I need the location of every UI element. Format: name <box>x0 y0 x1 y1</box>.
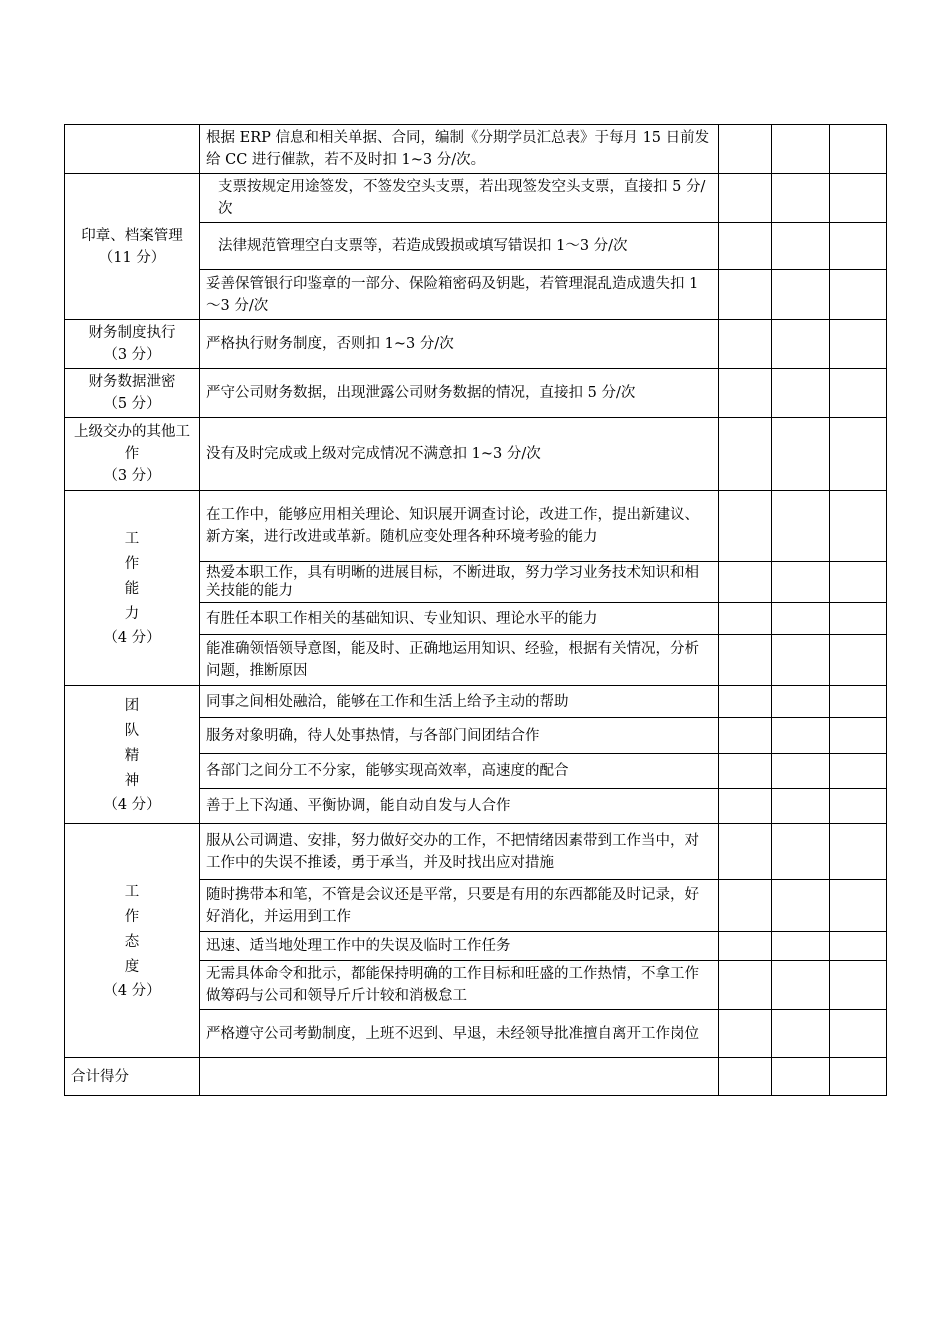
score-cell[interactable] <box>772 718 830 754</box>
table-row <box>65 174 887 223</box>
category-points: （4 分） <box>103 796 161 813</box>
score-cell[interactable] <box>719 125 772 174</box>
category-assigned-tasks <box>65 418 200 491</box>
score-cell[interactable] <box>772 1058 830 1096</box>
score-cell[interactable] <box>772 603 830 635</box>
score-cell[interactable] <box>719 932 772 961</box>
category-label: 财务数据泄密 （5 分） <box>88 374 176 412</box>
category-char: 队 <box>124 722 140 739</box>
score-cell[interactable] <box>772 320 830 369</box>
criterion-text: 严格遵守公司考勤制度，上班不迟到、早退，未经领导批准擅自离开工作岗位 <box>200 1010 719 1058</box>
score-cell[interactable] <box>772 174 830 223</box>
criterion-text: 妥善保管银行印鉴章的一部分、保险箱密码及钥匙，若管理混乱造成遗失扣 1～3 分/次 <box>200 270 719 320</box>
category-char: 态 <box>124 933 140 950</box>
category-team-spirit <box>65 686 200 824</box>
score-cell[interactable] <box>719 880 772 932</box>
category-char: 能 <box>124 581 140 597</box>
criterion-text: 根据 ERP 信息和相关单据、合同，编制《分期学员汇总表》于每月 15 日前发给 CC 进行催款，若不及时扣 1~3 分/次。 <box>200 125 719 174</box>
score-cell[interactable] <box>830 603 887 635</box>
table-row <box>65 369 887 418</box>
criterion-text: 善于上下沟通、平衡协调，能自动自发与人合作 <box>200 789 719 824</box>
criterion-text: 迅速、适当地处理工作中的失误及临时工作任务 <box>200 932 719 961</box>
criterion-text: 服从公司调遣、安排，努力做好交办的工作，不把情绪因素带到工作当中，对工作中的失误不推诿，勇于承当，并及时找出应对措施 <box>200 824 719 880</box>
criterion-text: 支票按规定用途签发，不签发空头支票，若出现签发空头支票，直接扣 5 分/次 <box>200 174 719 223</box>
category-seal-archive <box>65 174 200 320</box>
category-char: 度 <box>124 958 140 975</box>
score-cell[interactable] <box>830 635 887 686</box>
criterion-text: 有胜任本职工作相关的基础知识、专业知识、理论水平的能力 <box>200 603 719 635</box>
criterion-text: 随时携带本和笔，不管是会议还是平常，只要是有用的东西都能及时记录，好好消化，并运用到工作 <box>200 880 719 932</box>
category-char: 团 <box>124 697 140 714</box>
score-cell[interactable] <box>719 174 772 223</box>
score-cell[interactable] <box>830 369 887 418</box>
score-cell[interactable] <box>772 125 830 174</box>
score-cell[interactable] <box>830 880 887 932</box>
score-cell[interactable] <box>830 174 887 223</box>
category-points: （4 分） <box>103 630 161 646</box>
score-cell[interactable] <box>830 686 887 718</box>
category-label: 财务制度执行 （3 分） <box>88 325 176 363</box>
score-cell[interactable] <box>772 369 830 418</box>
score-cell[interactable] <box>830 418 887 491</box>
score-cell[interactable] <box>830 718 887 754</box>
score-cell[interactable] <box>772 754 830 789</box>
score-cell[interactable] <box>719 1010 772 1058</box>
category-label: 印章、档案管理 （11 分） <box>81 227 183 266</box>
table-row <box>65 686 887 718</box>
criterion-text: 法律规范管理空白支票等，若造成毁损或填写错误扣 1～3 分/次 <box>200 223 719 270</box>
score-cell[interactable] <box>830 1058 887 1096</box>
category-char: 力 <box>124 606 140 622</box>
score-cell[interactable] <box>772 789 830 824</box>
table-row <box>65 320 887 369</box>
score-cell[interactable] <box>719 223 772 270</box>
score-cell[interactable] <box>830 961 887 1010</box>
score-cell[interactable] <box>772 686 830 718</box>
score-cell[interactable] <box>772 270 830 320</box>
criterion-text: 服务对象明确，待人处事热情，与各部门间团结合作 <box>200 718 719 754</box>
table-row <box>65 418 887 491</box>
category-finance-policy <box>65 320 200 369</box>
score-cell[interactable] <box>719 635 772 686</box>
score-cell[interactable] <box>719 320 772 369</box>
score-cell[interactable] <box>719 562 772 603</box>
category-char: 工 <box>124 883 140 900</box>
criterion-text: 各部门之间分工不分家，能够实现高效率，高速度的配合 <box>200 754 719 789</box>
category-work-attitude <box>65 824 200 1058</box>
score-cell[interactable] <box>719 1058 772 1096</box>
category-data-leak <box>65 369 200 418</box>
score-cell[interactable] <box>772 1010 830 1058</box>
score-cell[interactable] <box>772 932 830 961</box>
score-cell[interactable] <box>719 789 772 824</box>
score-cell[interactable] <box>719 603 772 635</box>
table-row <box>65 491 887 562</box>
score-cell[interactable] <box>719 754 772 789</box>
category-char: 工 <box>124 531 140 547</box>
score-cell[interactable] <box>772 223 830 270</box>
criterion-text: 能准确领悟领导意图，能及时、正确地运用知识、经验，根据有关情况，分析问题，推断原因 <box>200 635 719 686</box>
score-cell[interactable] <box>719 718 772 754</box>
score-cell[interactable] <box>830 320 887 369</box>
table-row <box>65 125 887 174</box>
total-row <box>65 1058 887 1096</box>
category-points: （4 分） <box>103 982 161 999</box>
score-cell[interactable] <box>830 562 887 603</box>
score-cell[interactable] <box>830 932 887 961</box>
score-cell[interactable] <box>772 418 830 491</box>
category-char: 作 <box>124 556 140 572</box>
criterion-text: 同事之间相处融洽，能够在工作和生活上给予主动的帮助 <box>200 686 719 718</box>
score-cell[interactable] <box>830 270 887 320</box>
score-cell[interactable] <box>719 824 772 880</box>
score-cell[interactable] <box>719 369 772 418</box>
criterion-text: 没有及时完成或上级对完成情况不满意扣 1~3 分/次 <box>200 418 719 491</box>
assessment-table <box>64 124 887 1096</box>
score-cell[interactable] <box>772 491 830 562</box>
total-label: 合计得分 <box>65 1058 200 1096</box>
criterion-text: 严格执行财务制度，否则扣 1~3 分/次 <box>200 320 719 369</box>
criterion-text: 热爱本职工作，具有明晰的进展目标，不断进取，努力学习业务技术知识和相关技能的能力 <box>200 562 719 603</box>
score-cell[interactable] <box>772 824 830 880</box>
score-cell[interactable] <box>772 961 830 1010</box>
criterion-text: 在工作中，能够应用相关理论、知识展开调查讨论，改进工作，提出新建议、新方案，进行改进或革新。随机应变处理各种环境考验的能力 <box>200 491 719 562</box>
score-cell[interactable] <box>772 880 830 932</box>
score-cell[interactable] <box>719 491 772 562</box>
score-cell[interactable] <box>772 635 830 686</box>
category-label: 上级交办的其他工作 （3 分） <box>74 424 190 484</box>
score-cell[interactable] <box>772 562 830 603</box>
category-work-ability <box>65 491 200 686</box>
score-cell[interactable] <box>719 961 772 1010</box>
score-cell[interactable] <box>830 824 887 880</box>
category-cell <box>65 125 200 174</box>
total-value-cell[interactable] <box>200 1058 719 1096</box>
category-char: 精 <box>124 747 140 764</box>
score-cell[interactable] <box>830 223 887 270</box>
score-cell[interactable] <box>719 686 772 718</box>
criterion-text: 严守公司财务数据，出现泄露公司财务数据的情况，直接扣 5 分/次 <box>200 369 719 418</box>
score-cell[interactable] <box>830 491 887 562</box>
score-cell[interactable] <box>830 1010 887 1058</box>
score-cell[interactable] <box>719 270 772 320</box>
score-cell[interactable] <box>830 125 887 174</box>
criterion-text: 无需具体命令和批示，都能保持明确的工作目标和旺盛的工作热情，不拿工作做筹码与公司和领导斤斤计较和消极怠工 <box>200 961 719 1010</box>
score-cell[interactable] <box>830 789 887 824</box>
score-cell[interactable] <box>719 418 772 491</box>
category-char: 神 <box>124 772 140 789</box>
score-cell[interactable] <box>830 754 887 789</box>
category-char: 作 <box>124 908 140 925</box>
table-row <box>65 824 887 880</box>
